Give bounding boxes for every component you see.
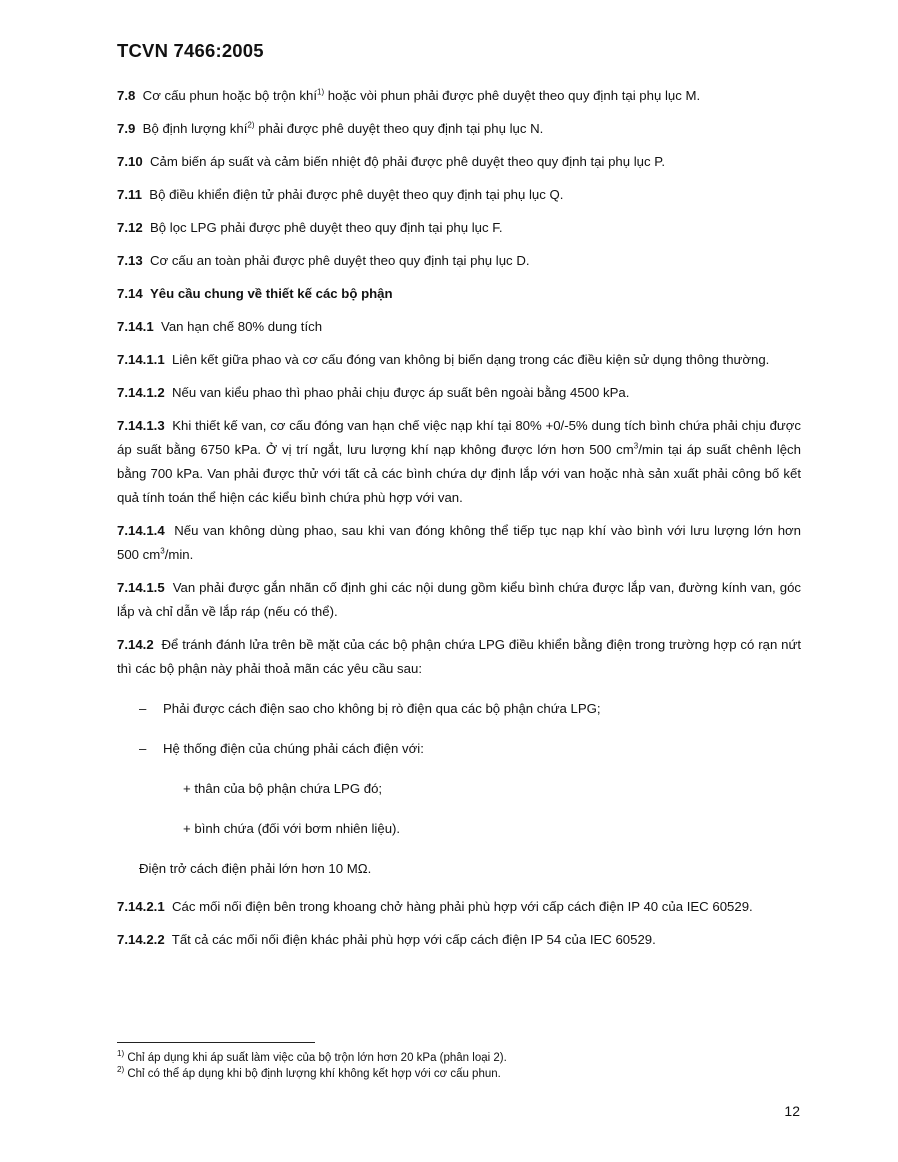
page-number: 12 xyxy=(784,1103,800,1119)
clause-number: 7.14.1.2 xyxy=(117,385,165,400)
clause-text-cont: phải được phê duyệt theo quy định tại phụ lục N. xyxy=(254,121,544,136)
sub-list-item: + thân của bộ phận chứa LPG đó; xyxy=(183,781,383,796)
clause-7-13 xyxy=(117,249,801,273)
clause-number: 7.14.1 xyxy=(117,319,154,334)
clause-text: Tất cả các mối nối điện khác phải phù hợp với cấp cách điện IP 54 của IEC 60529. xyxy=(171,932,656,947)
superscript: 3 xyxy=(160,546,165,556)
clause-7-14-2 xyxy=(117,633,801,681)
clause-text: Cơ cấu phun hoặc bộ trộn khí xyxy=(142,88,318,103)
footnote-ref[interactable]: 2) xyxy=(247,120,255,130)
clause-7-14-1 xyxy=(117,315,801,339)
clause-number: 7.12 xyxy=(117,220,143,235)
clause-7-14-1-3 xyxy=(117,414,801,510)
clause-text-cont: /min tại áp suất chênh lệch bằng 700 kPa. Van phải được thử với tất cả các bình chứa dự định lắp với van hoặc nhà sản xuất phải công bố kết quả tính toán thể hiện các kiểu bình chứa phù hợp với van. xyxy=(117,442,801,505)
clause-7-9 xyxy=(117,117,801,141)
clause-number: 7.14.1.1 xyxy=(117,352,165,367)
clause-7-10 xyxy=(117,150,801,174)
footnote-ref[interactable]: 1) xyxy=(317,87,325,97)
dash-bullet: – xyxy=(139,741,147,756)
footnote-2 xyxy=(117,1066,801,1082)
superscript: 3 xyxy=(633,441,639,451)
clause-number: 7.14.1.4 xyxy=(117,523,165,538)
clause-number: 7.14 xyxy=(117,286,143,301)
clause-number: 7.14.2.2 xyxy=(117,932,165,947)
clause-number: 7.10 xyxy=(117,154,143,169)
list-item xyxy=(117,737,801,761)
clause-text: Bộ điều khiển điện tử phải được phê duyệt theo quy định tại phụ lục Q. xyxy=(149,187,564,202)
clause-number: 7.14.1.3 xyxy=(117,418,165,433)
clause-number: 7.14.2.1 xyxy=(117,899,165,914)
clause-7-14-2-2 xyxy=(117,928,801,952)
clause-text-cont: hoặc vòi phun phải được phê duyệt theo quy định tại phụ lục M. xyxy=(324,88,701,103)
clause-7-14-2-1 xyxy=(117,895,801,919)
clause-number: 7.11 xyxy=(117,187,142,202)
clause-text: Nếu van kiểu phao thì phao phải chịu được áp suất bên ngoài bằng 4500 kPa. xyxy=(172,385,630,400)
clause-7-14-1-4 xyxy=(117,519,801,567)
clause-text: Cơ cấu an toàn phải được phê duyệt theo quy định tại phụ lục D. xyxy=(150,253,530,268)
clause-number: 7.14.2 xyxy=(117,637,154,652)
clause-number: 7.8 xyxy=(117,88,136,103)
footnote-divider xyxy=(117,1042,315,1043)
clause-7-14-1-1 xyxy=(117,348,801,372)
resistance-note: Điện trở cách điện phải lớn hơn 10 MΩ. xyxy=(139,861,372,876)
dash-bullet: – xyxy=(139,701,147,716)
sub-list-item: + bình chứa (đối với bơm nhiên liệu). xyxy=(183,821,401,836)
clause-text: Khi thiết kế van, cơ cấu đóng van hạn chế việc nạp khí tại 80% +0/-5% dung tích bình chứa phải chịu được áp suất bằng 6750 kPa. Ở vị trí ngắt, lưu lượng khí nạp không được lớn hơn 500 cm xyxy=(117,418,801,457)
clause-text: Liên kết giữa phao và cơ cấu đóng van không bị biến dạng trong các điều kiện sử dụng thông thường. xyxy=(172,352,770,367)
list-item xyxy=(117,697,801,721)
clause-text: Bộ lọc LPG phải được phê duyệt theo quy định tại phụ lục F. xyxy=(150,220,503,235)
footnote-mark: 1) xyxy=(117,1049,125,1059)
document-title: TCVN 7466:2005 xyxy=(117,40,264,61)
footnote-mark: 2) xyxy=(117,1065,125,1075)
clause-7-14-1-2 xyxy=(117,381,801,405)
list-item-text: Phải được cách điện sao cho không bị rò điện qua các bộ phận chứa LPG; xyxy=(163,701,601,716)
body-text xyxy=(117,84,801,961)
footnote-text: Chỉ áp dụng khi áp suất làm việc của bộ trộn lớn hơn 20 kPa (phân loại 2). xyxy=(124,1052,507,1064)
clause-text: Các mối nối điện bên trong khoang chở hàng phải phù hợp với cấp cách điện IP 40 của IEC 60529. xyxy=(172,899,753,914)
clause-text: Bộ định lượng khí xyxy=(142,121,248,136)
clause-7-8 xyxy=(117,84,801,108)
clause-text: Cảm biến áp suất và cảm biến nhiệt độ phải được phê duyệt theo quy định tại phụ lục P. xyxy=(150,154,666,169)
clause-7-12 xyxy=(117,216,801,240)
section-heading: Yêu cầu chung về thiết kế các bộ phận xyxy=(150,286,393,301)
footnotes xyxy=(117,1050,801,1082)
clause-text-cont: /min. xyxy=(164,547,194,562)
clause-number: 7.13 xyxy=(117,253,143,268)
clause-text: Van hạn chế 80% dung tích xyxy=(161,319,323,334)
clause-text: Van phải được gắn nhãn cố định ghi các nội dung gồm kiểu bình chứa được lắp van, đường kính van, góc lắp và chỉ dẫn về lắp ráp (nếu có thể). xyxy=(117,580,801,619)
clause-7-11 xyxy=(117,183,801,207)
clause-7-14-heading xyxy=(117,282,801,306)
footnote-text: Chỉ có thể áp dụng khi bộ định lượng khí không kết hợp với cơ cấu phun. xyxy=(124,1068,501,1080)
clause-number: 7.9 xyxy=(117,121,136,136)
list-item-text: Hệ thống điện của chúng phải cách điện với: xyxy=(163,741,424,756)
clause-text: Nếu van không dùng phao, sau khi van đóng không thể tiếp tục nạp khí vào bình với lưu lượng lớn hơn 500 cm xyxy=(117,523,802,562)
footnote-1 xyxy=(117,1050,801,1066)
clause-text: Để tránh đánh lửa trên bề mặt của các bộ phận chứa LPG điều khiển bằng điện trong trường hợp có rạn nứt thì các bộ phận này phải thoả mãn các yêu cầu sau: xyxy=(117,637,802,676)
clause-7-14-1-5 xyxy=(117,576,801,624)
clause-number: 7.14.1.5 xyxy=(117,580,165,595)
